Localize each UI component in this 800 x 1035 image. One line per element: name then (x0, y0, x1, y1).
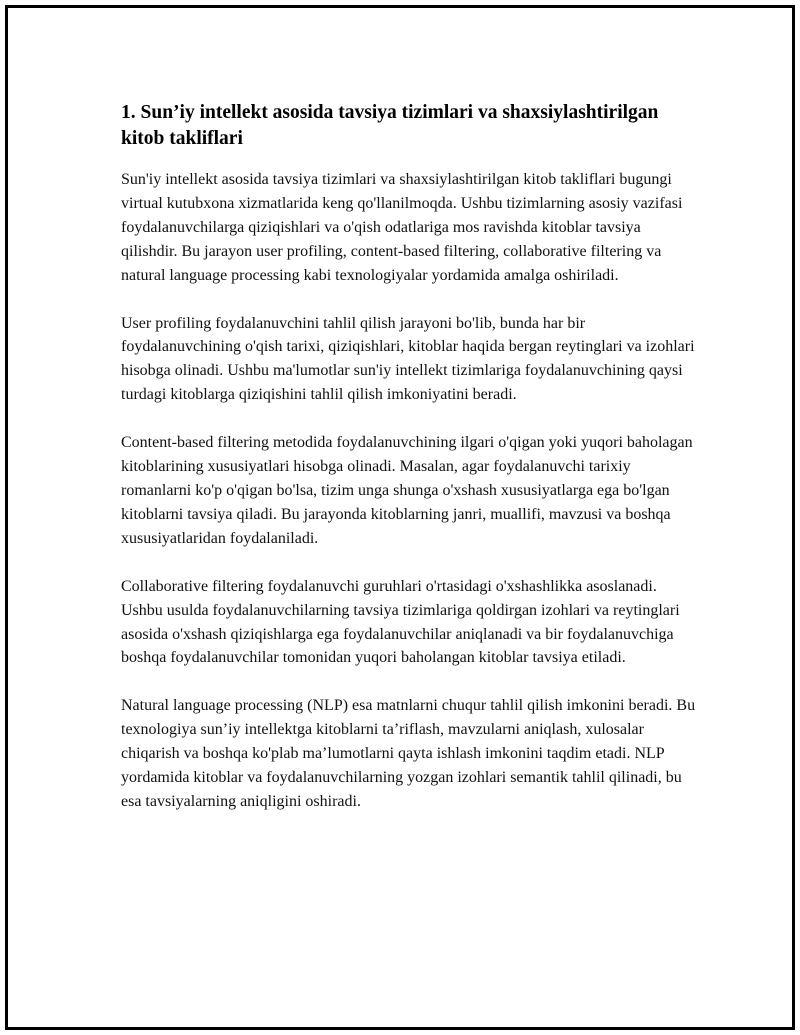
page-frame (5, 5, 795, 1030)
paragraph-intro: Sun'iy intellekt asosida tavsiya tizimlari va shaxsiylashtirilgan kitob takliflari bugungi virtual kutubxona xizmatlarida keng qo'llanilmoqda. Ushbu tizimlarning asosiy vazifasi foydalanuvchilarga qiziqishlari va o'qish odatlariga mos ravishda kitoblar tavsiya qilishdir. Bu jarayon user profiling, content-based filtering, collaborative filtering va natural language processing kabi texnologiyalar yordamida amalga oshiriladi. (121, 171, 683, 284)
paragraph-nlp: Natural language processing (NLP) esa matnlarni chuqur tahlil qilish imkonini beradi. Bu texnologiya sun’iy intellektga kitoblarni ta’riflash, mavzularni aniqlash, xulosalar chiqarish va boshqa ko'plab ma’lumotlarni qayta ishlash imkonini taqdim etadi. NLP yordamida kitoblar va foydalanuvchilarning yozgan izohlari semantik tahlil qilinadi, bu esa tavsiyalarning aniqligini oshiradi. (121, 697, 696, 810)
paragraph-content-based-filtering: Content-based filtering metodida foydalanuvchining ilgari o'qigan yoki yuqori baholagan kitoblarining xususiyatlari hisobga olinadi. Masalan, agar foydalanuvchi tarixiy romanlarni ko'p o'qigan bo'lsa, tizim unga shunga o'xshash xususiyatlarga ega bo'lgan kitoblarni tavsiya qiladi. Bu jarayonda kitoblarning janri, muallifi, mavzusi va boshqa xususiyatlaridan foydalaniladi. (121, 434, 693, 547)
paragraph-collaborative-filtering: Collaborative filtering foydalanuvchi guruhlari o'rtasidagi o'xshashlikka asoslanadi. Ushbu usulda foydalanuvchilarning tavsiya tizimlariga qoldirgan izohlari va reytinglari asosida o'xshash qiziqishlarga ega foydalanuvchilar aniqlanadi va bir foydalanuvchiga boshqa foydalanuvchilar tomonidan yuqori baholangan kitoblar tavsiya etiladi. (121, 577, 680, 667)
paragraph-user-profiling: User profiling foydalanuvchini tahlil qilish jarayoni bo'lib, bunda har bir foydalanuvchining o'qish tarixi, qiziqishlari, kitoblar haqida bergan reytinglari va izohlari hisobga olinadi. Ushbu ma'lumotlar sun'iy intellekt tizimlariga foydalanuvchining qaysi turdagi kitoblarga qiziqishini tahlil qilish imkoniyatini beradi. (121, 314, 695, 404)
section-title: 1. Sun’iy intellekt asosida tavsiya tizimlari va shaxsiylashtirilgan kitob takliflari (121, 102, 659, 149)
document-body (121, 100, 701, 838)
